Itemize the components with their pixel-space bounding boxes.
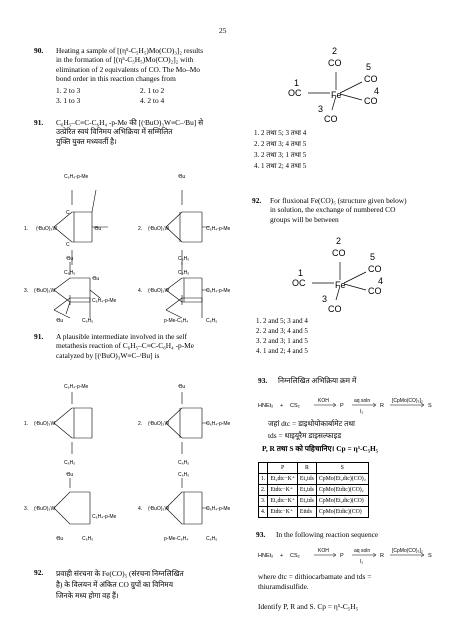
table-cell: Et₂tds	[297, 496, 316, 507]
label-me-ph: C₆H₄-p-Me	[206, 421, 231, 427]
label-ph: C₆H₅	[64, 270, 76, 276]
label-n3: 3.	[24, 288, 29, 294]
q90-text	[56, 46, 236, 84]
reagent-cpmo: [CpMo(CO)₃]₂	[392, 398, 423, 404]
label-w4: (ᵗBuO)₃W	[148, 506, 170, 512]
co-number: 2	[332, 46, 338, 56]
reagent-koh: KOH	[318, 398, 329, 404]
q91-hindi-line: युक्ति युक्त मध्यवर्ती है।	[56, 136, 117, 146]
label-ph: C₆H₅	[206, 318, 218, 324]
q92-hindi-option-4: 4. 1 तथा 2; 4 तथा 5	[254, 162, 307, 170]
table-cell: Et₄tds	[297, 474, 316, 485]
q92-hindi-line: जिनके मध्य होगा वह हैं।	[56, 591, 119, 600]
answer-table	[258, 462, 369, 518]
label-tbu: ᵗBu	[66, 256, 74, 262]
q93-english-line: thiuramdisulfide.	[258, 582, 309, 591]
oc-label: OC	[288, 88, 302, 98]
co-label: CO	[328, 58, 342, 68]
q91-hindi-text	[56, 118, 236, 146]
q92-english-line: groups will be between	[270, 214, 339, 224]
label-n1: 1.	[24, 226, 29, 232]
q92-hindi-line: प्रवाही संरचना के Fe(CO)₅ (संरचना निम्नलिखित	[56, 569, 184, 578]
table-cell: Etdtc⁻K⁺	[268, 507, 298, 518]
label-tbu: ᵗBu	[92, 276, 100, 282]
q90-line: bond order in this reaction changes from	[56, 74, 176, 84]
q91-english-line: metathesis reaction of C₆H₅–C≡C-C₆H₄ -p-Me	[56, 341, 195, 351]
q92-hindi-option-2: 2. 2 तथा 3; 4 तथा 5	[254, 140, 307, 148]
label-c: C	[66, 242, 70, 248]
q90-line: Heating a sample of [(η⁵-C₅H₅)Mo(CO)₃]₂ results	[56, 46, 204, 55]
q92-english-option-3: 3. 2 and 3; 1 and 5	[256, 337, 308, 345]
co-label: CO	[324, 114, 338, 124]
co-label: CO	[368, 286, 382, 296]
q90-line: in the formation of [(η⁵-C₅H₅)Mo(CO)₂]₂ with	[56, 55, 194, 65]
q93-english-line: where dtc = dithiocarbamate and tds =	[258, 572, 372, 581]
q91-english-text	[56, 332, 241, 360]
q92-hindi-option-1: 1. 2 तथा 5; 3 तथा 4	[254, 129, 307, 137]
table-cell: Ettds	[297, 507, 316, 518]
co-number: 5	[370, 252, 376, 262]
reaction-scheme-hindi	[256, 390, 446, 416]
label-w3: (ᵗBuO)₃W	[34, 506, 56, 512]
fe-label: Fe	[335, 280, 346, 290]
co-label: CO	[364, 96, 378, 106]
reagent-i2: I₂	[360, 559, 364, 565]
q92-english-options	[256, 316, 308, 356]
table-header-row	[259, 463, 369, 474]
label-w3: (ᵗBuO)₃W	[34, 288, 56, 294]
page-number: 25	[219, 26, 227, 35]
q93-hindi-title: निम्नलिखित अभिक्रिया क्रम में	[278, 376, 357, 385]
plus-sign: +	[280, 403, 284, 409]
q90-option-1: 1. 2 to 3	[56, 86, 81, 95]
table-cell: CpMo(Et₂dtc)(CO)₂	[316, 474, 368, 485]
q92-english-option-1: 1. 2 and 5; 3 and 4	[256, 317, 308, 325]
co-number: 3	[322, 294, 328, 304]
fe-label: Fe	[331, 90, 342, 100]
table-cell: Et₂dtc⁻K⁺	[268, 496, 298, 507]
table-row	[259, 474, 369, 485]
table-cell: CpMo(Etdtc)(CO)₂	[316, 485, 368, 496]
table-cell: CpMo(Etdtc)(CO)	[316, 507, 368, 518]
reagent-aq: aq soln	[354, 548, 371, 554]
label-tbu: ᵗBu	[178, 384, 186, 390]
q90-option-2: 2. 1 to 2	[140, 86, 165, 95]
co-number: 4	[378, 276, 384, 286]
table-cell: 3.	[259, 496, 268, 507]
q93-english-number: 93.	[256, 530, 266, 539]
label-w2: (ᵗBuO)₃W	[148, 421, 170, 427]
q91-english-number: 91.	[34, 332, 44, 341]
table-cell: 2.	[259, 485, 268, 496]
label-ph: C₆H₅	[178, 472, 190, 478]
label-n2: 2.	[138, 226, 143, 232]
q92-hindi-text	[56, 568, 241, 601]
oc-label: OC	[292, 278, 306, 288]
co-label: CO	[364, 74, 378, 84]
label-me-ph: C₆H₄-p-Me	[64, 384, 89, 390]
table-cell: 4.	[259, 507, 268, 518]
q92-hindi-number: 92.	[34, 568, 44, 577]
q90-number: 90.	[34, 46, 44, 55]
co-number: 1	[298, 268, 304, 278]
product-s: S	[428, 403, 432, 409]
table-row	[259, 507, 369, 518]
reagent-i2: I₂	[360, 409, 364, 415]
q93-hindi-line: tds = थाइयूरैम डाइसल्फाइड	[268, 431, 342, 440]
table-row	[259, 485, 369, 496]
co-label: CO	[368, 264, 382, 274]
label-pme: p-Me-C₆H₄	[164, 536, 189, 542]
reaction-scheme-english	[256, 540, 446, 566]
q93-hindi-line: जहां dtc = डाइथोयोकार्बामेट तथा	[268, 419, 355, 428]
q93-hindi-definitions	[268, 418, 355, 442]
label-w4: (ᵗBuO)₃W	[148, 288, 170, 294]
label-ph: C₆H₅	[64, 460, 76, 466]
q92-hindi-options	[254, 128, 306, 172]
co-number: 4	[374, 86, 380, 96]
label-pme: p-Me-C₆H₄	[164, 318, 189, 324]
label-ph: C₆H₅	[82, 536, 94, 542]
product-p: P	[340, 403, 344, 409]
q90-line: elimination of 2 equivalents of CO. The Mo–Mo	[56, 64, 200, 74]
q92-english-option-4: 4. 1 and 2; 4 and 5	[256, 347, 308, 355]
table-cell: Et₂dtc⁻K⁺	[268, 474, 298, 485]
q93-hindi-number: 93.	[258, 376, 268, 385]
q92-hindi-option-3: 3. 2 तथा 3; 1 तथा 5	[254, 151, 307, 159]
q93-hindi-identify: P, R तथा S को पहिचानिए। Cp = η⁵-C₅H₅	[262, 444, 378, 453]
label-n2: 2.	[138, 421, 143, 427]
q90-option-3: 3. 1 to 3	[56, 96, 81, 105]
plus-sign: +	[280, 553, 284, 559]
q93-english-identify: Identify P, R and S. Cp = η⁵-C₅H₅	[258, 602, 359, 611]
co-number: 3	[318, 104, 324, 114]
q93-english-title: In the following reaction sequence	[276, 530, 379, 539]
label-tbu: ᵗBu	[56, 318, 64, 324]
q93-english-definitions	[258, 572, 371, 592]
table-header	[259, 463, 268, 474]
q91-hindi-line: उत्प्रेरित स्वयं विनिमय अभिक्रिया में सम्मिलित	[56, 127, 173, 137]
table-cell: 1.	[259, 474, 268, 485]
reagent-koh: KOH	[318, 548, 329, 554]
q92-english-line: in solution, the exchange of numbered CO	[270, 205, 396, 215]
fe-co5-diagram-english	[278, 234, 398, 316]
co-label: CO	[332, 248, 346, 258]
q92-english-line: For fluxional Fe(CO)₅ (structure given below)	[270, 196, 407, 205]
co-label: CO	[328, 304, 342, 314]
reactant-cs2: CS₂	[290, 553, 300, 559]
q91-english-line: A plausible intermediate involved in the self	[56, 332, 187, 341]
q91-hindi-number: 91.	[34, 118, 44, 127]
product-p: P	[340, 553, 344, 559]
table-cell: Etdtc⁻K⁺	[268, 485, 298, 496]
label-w1: (ᵗBuO)₃W	[36, 226, 58, 232]
label-n1: 1.	[24, 421, 29, 427]
label-tbu: ᵗBu	[56, 536, 64, 542]
q91-english-structures	[20, 378, 235, 548]
label-n4: 4.	[138, 506, 143, 512]
label-me-ph: C₆H₄-p-Me	[92, 514, 117, 520]
q91-hindi-line: C₆H₅–C≡C-C₆H₄ -p-Me की [(ᵗBuO)₃W≡C–ᵗBu] से	[56, 118, 204, 127]
product-r: R	[380, 553, 384, 559]
label-ph: C₆H₅	[206, 536, 218, 542]
label-n3: 3.	[24, 506, 29, 512]
table-header: S	[316, 463, 368, 474]
label-ph: C₆H₅	[178, 270, 190, 276]
label-me-ph: C₆H₄-p-Me	[206, 226, 231, 232]
q91-english-line: catalyzed by [(ᵗBuO)₃W≡C–ᵗBu] is	[56, 350, 160, 360]
reactant-hnet2: HNEt₂	[258, 403, 274, 409]
reactant-hnet2: HNEt₂	[258, 553, 274, 559]
q92-english-text	[270, 196, 445, 224]
label-me-ph: C₆H₄-p-Me	[206, 506, 231, 512]
label-me-ph: C₆H₄-p-Me	[92, 298, 117, 304]
label-me-ph: C₆H₄-p-Me	[206, 288, 231, 294]
q90-option-4: 4. 2 to 4	[140, 96, 165, 105]
label-w1: (ᵗBuO)₃W	[34, 421, 56, 427]
q91-hindi-structures-lower	[20, 250, 235, 330]
label-ph: C₆H₅	[82, 318, 94, 324]
label-ph: C₆H₅	[178, 256, 190, 262]
co-number: 5	[366, 62, 372, 72]
table-header: R	[297, 463, 316, 474]
table-cell: Et₂tds	[297, 485, 316, 496]
table-header: P	[268, 463, 298, 474]
q92-english-number: 92.	[252, 196, 262, 205]
label-n4: 4.	[138, 288, 143, 294]
table-cell: CpMo(Et₂dtc)(CO)	[316, 496, 368, 507]
label-c: C	[66, 210, 70, 216]
label-w2: (ᵗBuO)₃W	[148, 226, 170, 232]
reactant-cs2: CS₂	[290, 403, 300, 409]
label-ph: C₆H₅	[178, 460, 190, 466]
fe-co5-diagram-hindi	[274, 44, 394, 126]
product-s: S	[428, 553, 432, 559]
reagent-cpmo: [CpMo(CO)₃]₂	[392, 548, 423, 554]
co-number: 2	[336, 236, 342, 246]
label-me-ph: C₆H₄-p-Me	[64, 174, 89, 180]
label-tbu: ᵗBu	[66, 472, 74, 478]
table-row	[259, 496, 369, 507]
co-number: 1	[294, 78, 300, 88]
product-r: R	[380, 403, 384, 409]
label-tbu: ᵗBu	[178, 174, 186, 180]
label-tbu: ᵗBu	[94, 226, 102, 232]
q92-hindi-line: है) के विलयन में अंकित CO ग्रुपों का विनिमय	[56, 580, 174, 589]
reagent-aq: aq soln	[354, 398, 371, 404]
q92-english-option-2: 2. 2 and 3; 4 and 5	[256, 327, 308, 335]
